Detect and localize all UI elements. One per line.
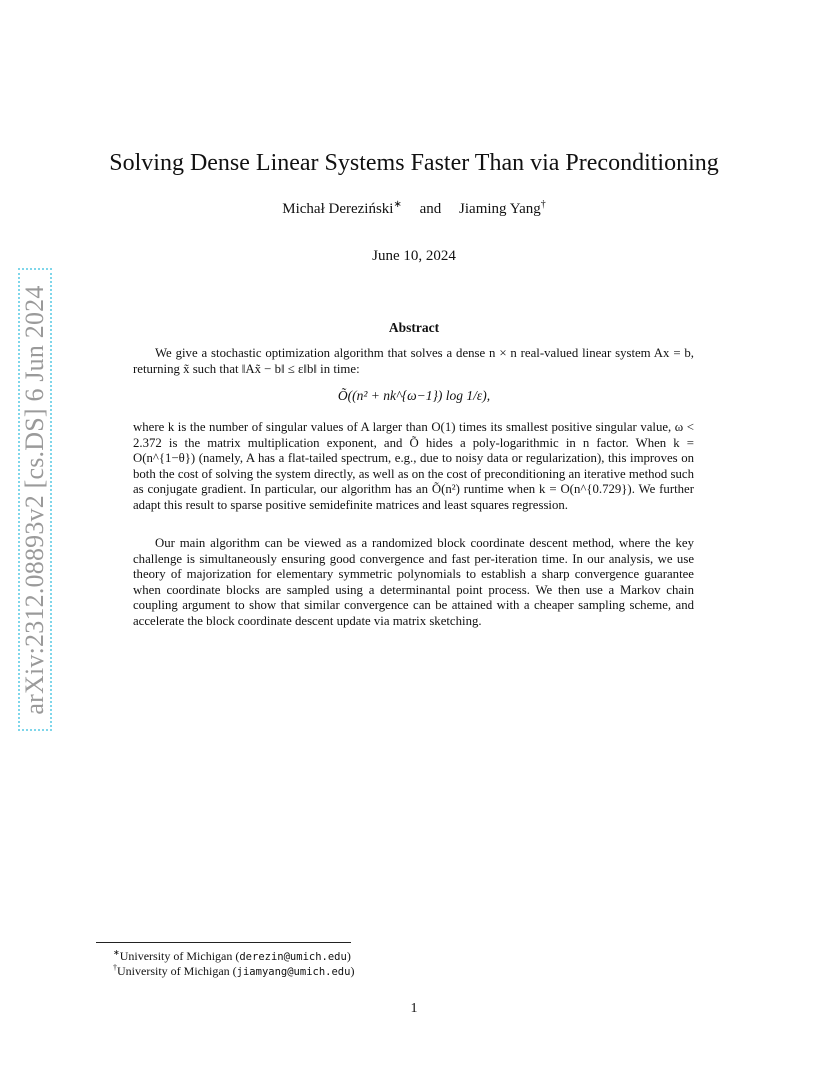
- abstract-paragraph-2: where k is the number of singular values of A larger than O(1) times its smallest positive singular value, ω < 2.372 is the matrix multiplication exponent, and Õ hides a poly-logarithmic in n factor. When k = O(n^{1−θ}) (namely, A has a flat-tailed spectrum, e.g., due to noisy data or regularization), this improves on both the cost of solving the system directly, as well as on the cost of preconditioning an iterative method such as conjugate gradient. In particular, our algorithm has an Õ(n²) runtime when k = O(n^{0.729}). We further adapt this result to sparse positive semidefinite matrices and least squares regression.: [133, 420, 694, 512]
- page-number: 1: [410, 1001, 418, 1016]
- abstract-heading: Abstract: [388, 320, 440, 335]
- author-2: Jiaming Yang†: [459, 199, 546, 217]
- abstract-paragraph-3: Our main algorithm can be viewed as a randomized block coordinate descent method, where the key challenge is simultaneously ensuring good convergence and fast per-iteration time. In our analysis, we use theory of majorization for elementary symmetric polynomials to establish a sharp convergence guarantee when coordinate blocks are sampled using a determinantal point process. We then use a Markov chain coupling argument to show that similar convergence can be attained with a cheaper sampling scheme, and accelerate the block coordinate descent update via matrix sketching.: [133, 536, 694, 628]
- paper-date: June 10, 2024: [372, 248, 456, 264]
- abstract-paragraph-1: We give a stochastic optimization algorithm that solves a dense n × n real-valued linear system Ax = b, returning x̃ such that ‖Ax̃ − b‖ ≤ ε‖b‖ in time:: [133, 346, 694, 376]
- footnote-1: ∗University of Michigan (derezin@umich.edu): [113, 948, 351, 963]
- author-1: Michał Dereziński∗: [282, 199, 402, 217]
- footnote-2: †University of Michigan (jiamyang@umich.edu): [113, 963, 355, 978]
- arxiv-identifier: arXiv:2312.08893v2 [cs.DS] 6 Jun 2024: [20, 284, 49, 715]
- author-line: [0, 199, 828, 218]
- runtime-equation: Õ((n² + nk^{ω−1}) log 1/ε),: [337, 388, 491, 403]
- paper-title: Solving Dense Linear Systems Faster Than via Preconditioning: [109, 150, 719, 176]
- footnote-rule: [96, 942, 351, 943]
- arxiv-stamp: [18, 268, 52, 731]
- email-link[interactable]: jiamyang@umich.edu: [236, 966, 351, 978]
- email-link[interactable]: derezin@umich.edu: [239, 951, 347, 963]
- author-separator: and: [419, 201, 442, 217]
